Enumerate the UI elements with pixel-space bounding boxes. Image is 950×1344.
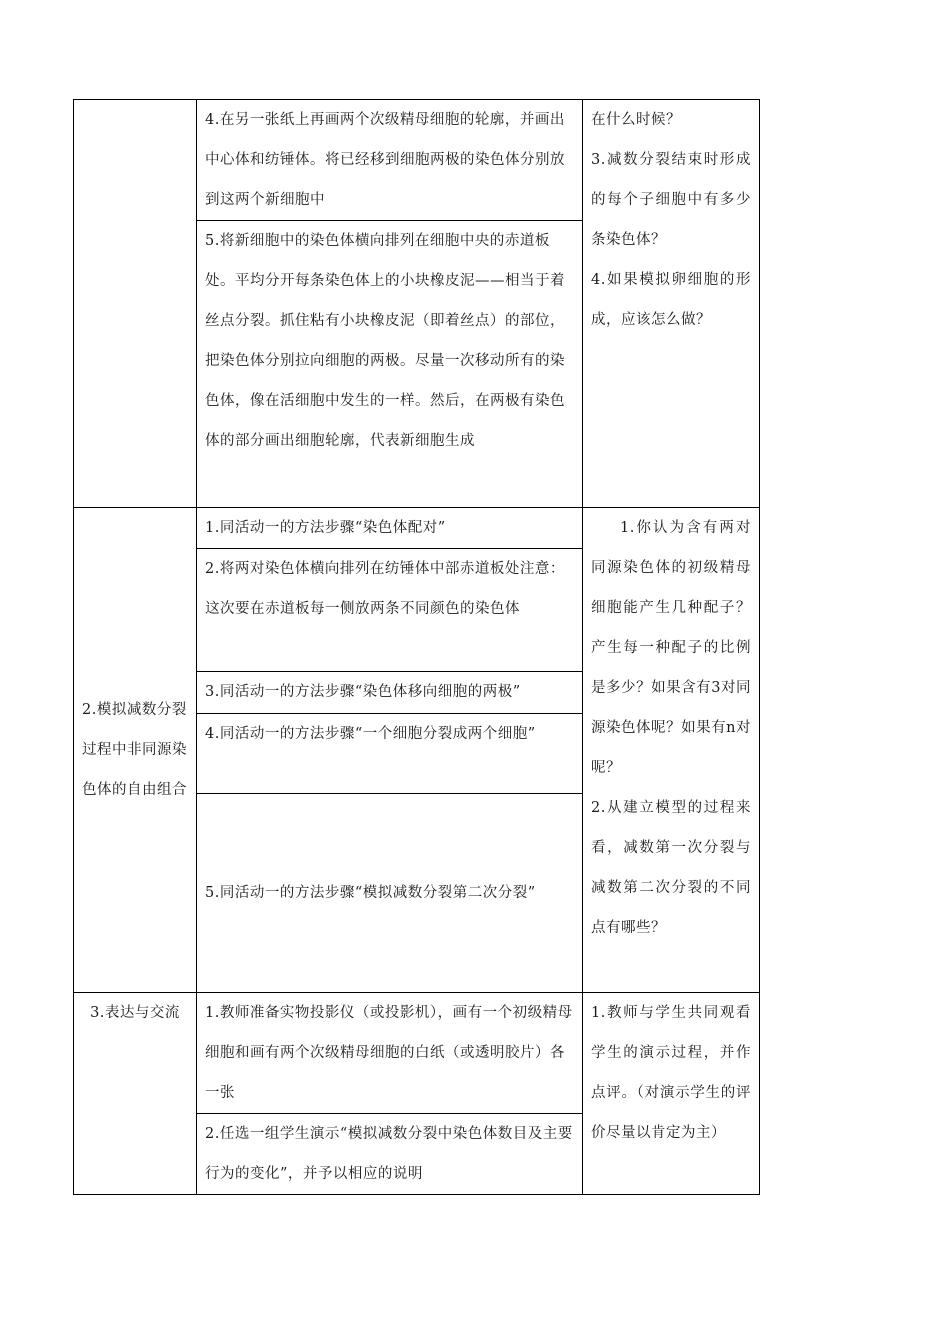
step-cell: 4.同活动一的方法步骤“一个细胞分裂成两个细胞”: [197, 714, 583, 794]
section-title-cell: 3.表达与交流: [74, 993, 197, 1195]
step-cell: 2.任选一组学生演示“模拟减数分裂中染色体数目及主要行为的变化”，并予以相应的说明: [197, 1114, 583, 1195]
lesson-table: [73, 99, 760, 1195]
table-row: [74, 508, 760, 549]
table-row: [74, 993, 760, 1114]
table-row: [74, 100, 760, 221]
section-title-cell: 2.模拟减数分裂过程中非同源染色体的自由组合: [74, 508, 197, 993]
step-cell: 5.将新细胞中的染色体横向排列在细胞中央的赤道板处。平均分开每条染色体上的小块橡皮泥——相当于着丝点分裂。抓住粘有小块橡皮泥（即着丝点）的部位，把染色体分别拉向细胞的两极。尽量一次移动所有的染色体，像在活细胞中发生的一样。然后，在两极有染色体的部分画出细胞轮廓，代表新细胞生成: [197, 221, 583, 508]
step-cell: 2.将两对染色体横向排列在纺锤体中部赤道板处注意：这次要在赤道板每一侧放两条不同颜色的染色体: [197, 549, 583, 672]
step-cell: 4.在另一张纸上再画两个次级精母细胞的轮廓，并画出中心体和纺锤体。将已经移到细胞两极的染色体分别放到这两个新细胞中: [197, 100, 583, 221]
step-cell: 5.同活动一的方法步骤“模拟减数分裂第二次分裂”: [197, 794, 583, 993]
section-cell-empty: [74, 100, 197, 508]
step-cell: 1.教师准备实物投影仪（或投影机），画有一个初级精母细胞和画有两个次级精母细胞的白纸（或透明胶片）各一张: [197, 993, 583, 1114]
question-cell: 在什么时候？ 3.减数分裂结束时形成的每个子细胞中有多少条染色体？ 4.如果模拟卵细胞的形成，应该怎么做？: [583, 100, 760, 508]
step-cell: 1.同活动一的方法步骤“染色体配对”: [197, 508, 583, 549]
question-cell: 1.你认为含有两对同源染色体的初级精母细胞能产生几种配子？产生每一种配子的比例是多少？如果含有3对同源染色体呢？如果有n对呢？ 2.从建立模型的过程来看，减数第一次分裂与减数第二次分裂的不同点有哪些？: [583, 508, 760, 993]
step-cell: 3.同活动一的方法步骤“染色体移向细胞的两极”: [197, 672, 583, 714]
question-cell: 1.教师与学生共同观看学生的演示过程，并作点评。（对演示学生的评价尽量以肯定为主）: [583, 993, 760, 1195]
